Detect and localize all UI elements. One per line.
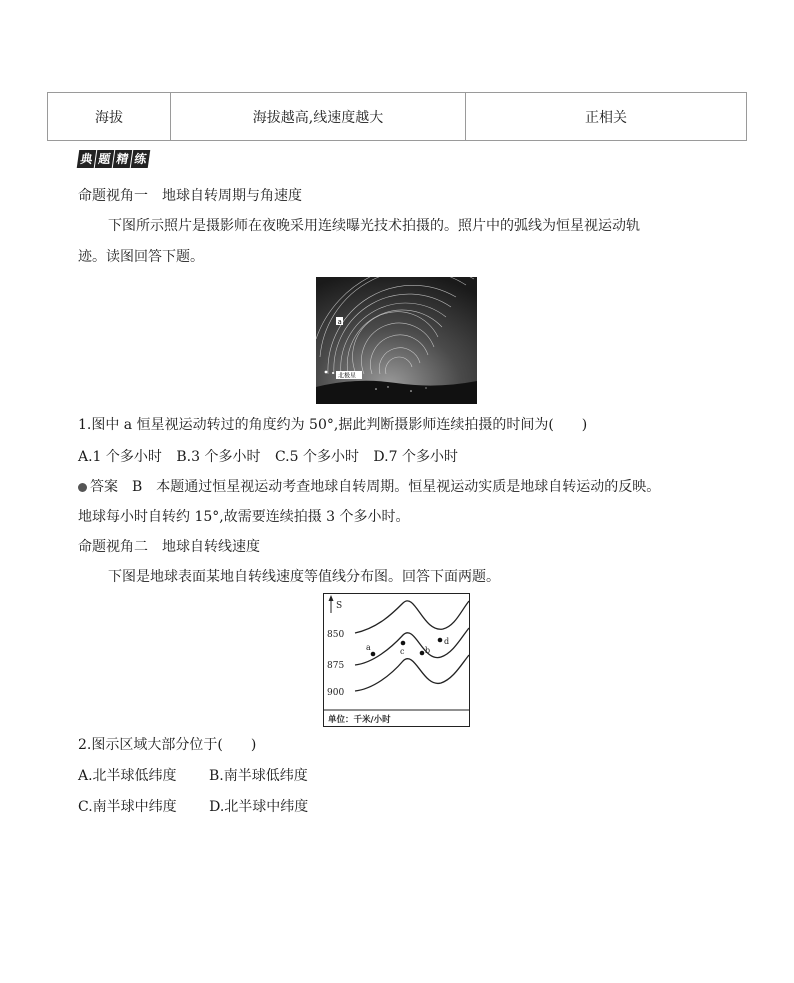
answer-1-line1	[78, 477, 660, 497]
option-b: B.3 个多小时	[176, 449, 261, 465]
perspective-heading-1: 命题视角一 地球自转周期与角速度	[78, 188, 302, 204]
answer-text: B 本题通过恒星视运动考查地球自转周期。恒星视运动实质是地球自转运动的反映。	[132, 479, 661, 495]
point-a-label: a	[366, 643, 371, 652]
point-c	[401, 641, 406, 646]
badge-char: 题	[95, 150, 115, 168]
section-badge	[78, 150, 149, 170]
badge-char: 精	[113, 150, 133, 168]
table-row	[48, 93, 747, 141]
polaris-label: 北极星	[338, 372, 357, 380]
option-c: C.5 个多小时	[274, 449, 359, 465]
intro-text-2: 下图是地球表面某地自转线速度等值线分布图。回答下面两题。	[108, 569, 500, 585]
unit-label: 单位：千米/小时	[328, 715, 391, 725]
option-a: A.北半球低纬度	[78, 768, 177, 784]
option-a: A.1 个多小时	[78, 449, 162, 465]
point-d-label: d	[444, 637, 450, 646]
table-cell-description: 海拔越高,线速度越大	[171, 93, 466, 141]
point-d	[438, 638, 443, 643]
badge-char: 典	[77, 150, 97, 168]
perspective-heading-2: 命题视角二 地球自转线速度	[78, 539, 260, 555]
question-1-options	[78, 447, 468, 467]
badge-char: 练	[131, 150, 151, 168]
isoline-label-875: 875	[327, 661, 345, 671]
answer-bullet-icon	[78, 483, 87, 492]
table-cell-relation: 正相关	[466, 93, 747, 141]
option-b: B.南半球低纬度	[209, 768, 308, 784]
isoline-map	[323, 593, 470, 727]
comparison-table	[47, 92, 747, 141]
answer-1-line2: 地球每小时自转约 15°,故需要连续拍摄 3 个多小时。	[78, 509, 410, 525]
nearby-star	[332, 372, 334, 374]
option-c: C.南半球中纬度	[78, 799, 177, 815]
answer-label: 答案	[90, 479, 118, 495]
direction-label: S	[336, 601, 343, 611]
table-cell-factor: 海拔	[48, 93, 171, 141]
option-d: D.北半球中纬度	[209, 799, 309, 815]
question-2-options-row2	[78, 797, 318, 817]
point-a	[371, 652, 376, 657]
question-2-stem: 2.图示区域大部分位于( )	[78, 737, 257, 753]
point-b	[420, 651, 425, 656]
star-trail-photo	[316, 277, 477, 404]
option-d: D.7 个多小时	[373, 449, 458, 465]
point-c-label: c	[400, 647, 405, 656]
point-b-label: b	[425, 646, 431, 655]
polaris-star	[325, 371, 328, 374]
isoline-label-850: 850	[327, 630, 345, 640]
star-a-label: a	[337, 318, 342, 326]
question-1-stem: 1.图中 a 恒星视运动转过的角度约为 50°,据此判断摄影师连续拍摄的时间为( )	[78, 417, 588, 433]
isoline-label-900: 900	[327, 688, 345, 698]
intro-text-1: 下图所示照片是摄影师在夜晚采用连续曝光技术拍摄的。照片中的弧线为恒星视运动轨	[108, 218, 640, 234]
question-2-options-row1	[78, 766, 318, 786]
intro-text-1-cont: 迹。读图回答下题。	[78, 249, 204, 265]
